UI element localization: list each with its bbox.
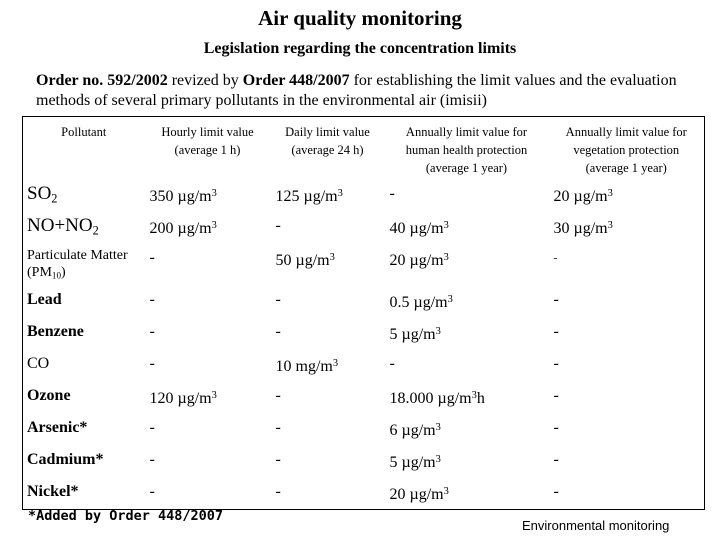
annual-health-cell: [385, 413, 549, 445]
annual-health-cell: [385, 445, 549, 477]
description-text-2: for establishing the limit values and the evaluation methods of several primary pollutants in the environmental air (imisii): [36, 72, 677, 109]
table-row-lead: [23, 285, 705, 317]
annual-health-cell: [385, 317, 549, 349]
table-row-so2: [23, 179, 705, 211]
annual-vegetation-cell: [549, 211, 705, 243]
order-reference-2: Order 448/2007: [242, 72, 350, 89]
annual-health-cell: -: [389, 354, 395, 372]
unit: µg/m: [409, 485, 444, 503]
unit: µg/m: [177, 220, 212, 238]
header-annual-health: Annually limit value for human health protection (average 1 year): [405, 125, 528, 175]
daily-cell: -: [275, 386, 281, 404]
pollutant-name: [23, 211, 145, 243]
annual-vegetation-cell: -: [553, 290, 559, 308]
unit-exponent: 3: [332, 357, 339, 369]
pollutant-name: CO: [27, 354, 50, 372]
annual-health-value: 5: [389, 325, 398, 343]
pollutant-subscript: 2: [92, 223, 99, 238]
unit: µg/m: [413, 293, 448, 311]
annual-health-value: 0.5: [389, 293, 410, 311]
unit: µg/m: [437, 389, 472, 407]
unit-per-hour: h: [476, 389, 485, 407]
page-subtitle: Legislation regarding the concentration limits: [203, 40, 517, 57]
unit: µg/m: [177, 389, 212, 407]
pollutant-name: Ozone: [27, 386, 71, 404]
annual-health-value: 20: [389, 252, 406, 270]
annual-veg-value: 30: [553, 220, 570, 238]
unit-exponent: 3: [435, 325, 441, 337]
pollutant-subscript: 10: [51, 270, 61, 281]
hourly-cell: -: [149, 322, 155, 340]
daily-cell: -: [275, 418, 281, 436]
pollutant-name: Arsenic*: [27, 418, 88, 436]
unit: µg/m: [573, 220, 608, 238]
hourly-cell: -: [149, 418, 155, 436]
hourly-value: 200: [149, 220, 174, 238]
table-row-pm10: [23, 243, 705, 285]
annual-vegetation-cell: -: [553, 252, 558, 264]
hourly-cell: -: [149, 354, 155, 372]
pollutant-name: Lead: [27, 290, 62, 308]
unit-exponent: 3: [607, 220, 613, 231]
pollutant-subscript: 2: [51, 191, 58, 206]
hourly-value: 120: [149, 389, 174, 407]
daily-cell: [271, 349, 385, 381]
unit: µg/m: [401, 325, 436, 343]
annual-veg-value: 20: [553, 188, 570, 206]
daily-cell: -: [275, 322, 281, 340]
pollutant-name: [23, 243, 145, 285]
hourly-value: 350: [149, 188, 174, 206]
annual-health-cell: [385, 285, 549, 317]
pollutant-symbol: NO+NO: [27, 215, 93, 236]
pollutant-paren: ): [61, 265, 66, 280]
hourly-cell: [145, 179, 271, 211]
daily-cell: -: [275, 290, 281, 308]
table-row-co: [23, 349, 705, 381]
table-row-nox: [23, 211, 705, 243]
unit-exponent: 3: [443, 252, 449, 263]
unit: µg/m: [573, 188, 608, 206]
table-row-arsenic: [23, 413, 705, 445]
hourly-cell: -: [149, 249, 155, 266]
unit: µg/m: [295, 252, 330, 270]
pollutant-name: Benzene: [27, 322, 84, 340]
order-reference-1: Order no. 592/2002: [36, 72, 168, 89]
annual-vegetation-cell: -: [553, 386, 559, 404]
header-annual-vegetation: Annually limit value for vegetation protection (average 1 year): [565, 125, 687, 175]
annual-health-value: 6: [389, 421, 398, 439]
unit-exponent: 3: [443, 220, 449, 231]
footer-label: Environmental monitoring: [522, 518, 670, 533]
unit: mg/m: [295, 357, 333, 375]
daily-value: 50: [275, 252, 292, 270]
unit-exponent: 3: [211, 220, 217, 231]
daily-cell: -: [275, 482, 281, 500]
daily-cell: -: [275, 217, 281, 234]
page-title: Air quality monitoring: [258, 6, 462, 30]
header-daily: Daily limit value (average 24 h): [285, 125, 370, 157]
table-row-nickel: [23, 477, 705, 510]
pollutant-symbol: Particulate Matter (PM: [27, 248, 128, 280]
annual-health-value: 5: [389, 453, 398, 471]
header-pollutant: Pollutant: [61, 125, 107, 139]
table-row-benzene: [23, 317, 705, 349]
pollutant-name: Cadmium*: [27, 450, 104, 468]
daily-cell: [271, 243, 385, 285]
hourly-cell: -: [149, 450, 155, 468]
unit-exponent: 3: [471, 389, 477, 401]
table-row-cadmium: [23, 445, 705, 477]
pollutant-name: [23, 179, 145, 211]
unit-exponent: 3: [435, 453, 441, 465]
unit-exponent: 3: [443, 485, 449, 497]
unit-exponent: 3: [337, 188, 343, 199]
legislation-description: [36, 71, 706, 111]
hourly-cell: [145, 381, 271, 413]
unit: µg/m: [177, 188, 212, 206]
unit-exponent: 3: [435, 421, 441, 433]
table-row-ozone: [23, 381, 705, 413]
pollutant-symbol: SO: [27, 183, 52, 204]
unit-exponent: 3: [447, 293, 453, 305]
daily-cell: -: [275, 450, 281, 468]
unit: µg/m: [401, 421, 436, 439]
annual-vegetation-cell: -: [553, 482, 559, 500]
annual-vegetation-cell: -: [553, 354, 559, 372]
hourly-cell: [145, 211, 271, 243]
limits-table: [22, 116, 705, 510]
unit: µg/m: [409, 220, 444, 238]
annual-health-cell: [385, 243, 549, 285]
annual-health-value: 40: [389, 220, 406, 238]
hourly-cell: -: [149, 482, 155, 500]
unit-exponent: 3: [607, 188, 613, 199]
unit: µg/m: [401, 453, 436, 471]
annual-health-cell: [385, 477, 549, 510]
annual-health-cell: [385, 381, 549, 413]
daily-value: 125: [275, 188, 300, 206]
unit: µg/m: [409, 252, 444, 270]
table-header-row: [23, 117, 705, 180]
unit-exponent: 3: [211, 389, 217, 401]
pollutant-name: Nickel*: [27, 482, 79, 500]
annual-vegetation-cell: -: [553, 450, 559, 468]
annual-vegetation-cell: [549, 179, 705, 211]
annual-health-value: 18.000: [389, 389, 434, 407]
footnote: *Added by Order 448/2007: [28, 508, 224, 524]
unit-exponent: 3: [211, 188, 217, 199]
header-hourly: Hourly limit value (average 1 h): [161, 125, 254, 157]
annual-health-cell: -: [389, 185, 395, 202]
annual-vegetation-cell: -: [553, 418, 559, 436]
unit-exponent: 3: [329, 252, 335, 263]
daily-value: 10: [275, 357, 292, 375]
description-text-1: revized by: [167, 72, 243, 89]
unit: µg/m: [303, 188, 338, 206]
annual-health-value: 20: [389, 485, 406, 503]
annual-vegetation-cell: -: [553, 322, 559, 340]
annual-health-cell: [385, 211, 549, 243]
daily-cell: [271, 179, 385, 211]
hourly-cell: -: [149, 290, 155, 308]
